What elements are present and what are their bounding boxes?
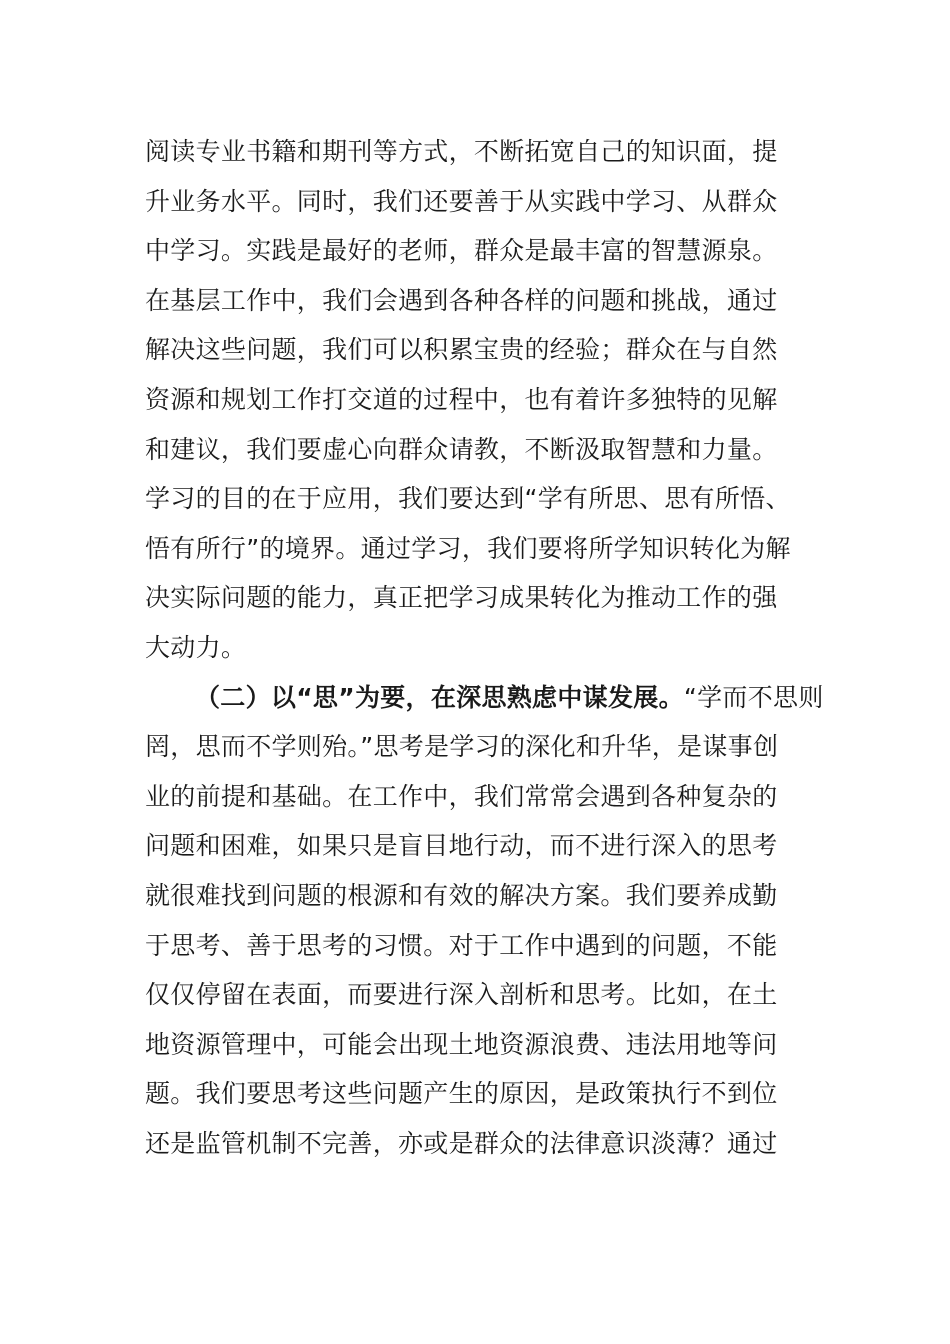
body-line: 于思考、善于思考的习惯。对于工作中遇到的问题，不能	[145, 930, 778, 960]
body-line: 罔，思而不学则殆。”思考是学习的深化和升华，是谋事创	[145, 732, 779, 762]
body-line: 悟有所行”的境界。通过学习，我们要将所学知识转化为解	[145, 533, 791, 563]
section-heading-tail: “学而不思则	[683, 682, 824, 712]
body-line: 地资源管理中，可能会出现土地资源浪费、违法用地等问	[145, 1029, 778, 1059]
body-line: 中学习。实践是最好的老师，群众是最丰富的智慧源泉。	[145, 236, 778, 266]
body-line: 阅读专业书籍和期刊等方式，不断拓宽自己的知识面，提	[145, 137, 778, 166]
body-line: 学习的目的在于应用，我们要达到“学有所思、思有所悟、	[145, 484, 791, 514]
document-body	[145, 127, 824, 1168]
body-line: 题。我们要思考这些问题产生的原因，是政策执行不到位	[145, 1079, 778, 1109]
body-line: 业的前提和基础。在工作中，我们常常会遇到各种复杂的	[145, 781, 778, 811]
body-line: 和建议，我们要虚心向群众请教，不断汲取智慧和力量。	[145, 434, 778, 464]
body-line: 资源和规划工作打交道的过程中，也有着许多独特的见解	[145, 384, 778, 414]
body-line: 在基层工作中，我们会遇到各种各样的问题和挑战，通过	[145, 285, 778, 315]
body-line: 决实际问题的能力，真正把学习成果转化为推动工作的强	[145, 583, 778, 613]
body-line: 解决这些问题，我们可以积累宝贵的经验；群众在与自然	[145, 335, 778, 365]
body-line: 大动力。	[145, 632, 247, 662]
section-heading-line	[145, 673, 824, 723]
section-heading: （二）以“思”为要，在深思熟虑中谋发展。	[195, 682, 684, 712]
body-line: 升业务水平。同时，我们还要善于从实践中学习、从群众	[145, 186, 778, 216]
body-line: 问题和困难，如果只是盲目地行动，而不进行深入的思考	[145, 831, 778, 861]
body-line: 就很难找到问题的根源和有效的解决方案。我们要养成勤	[145, 880, 778, 910]
body-line: 还是监管机制不完善，亦或是群众的法律意识淡薄？通过	[145, 1128, 778, 1158]
body-line: 仅仅停留在表面，而要进行深入剖析和思考。比如，在土	[145, 980, 778, 1010]
